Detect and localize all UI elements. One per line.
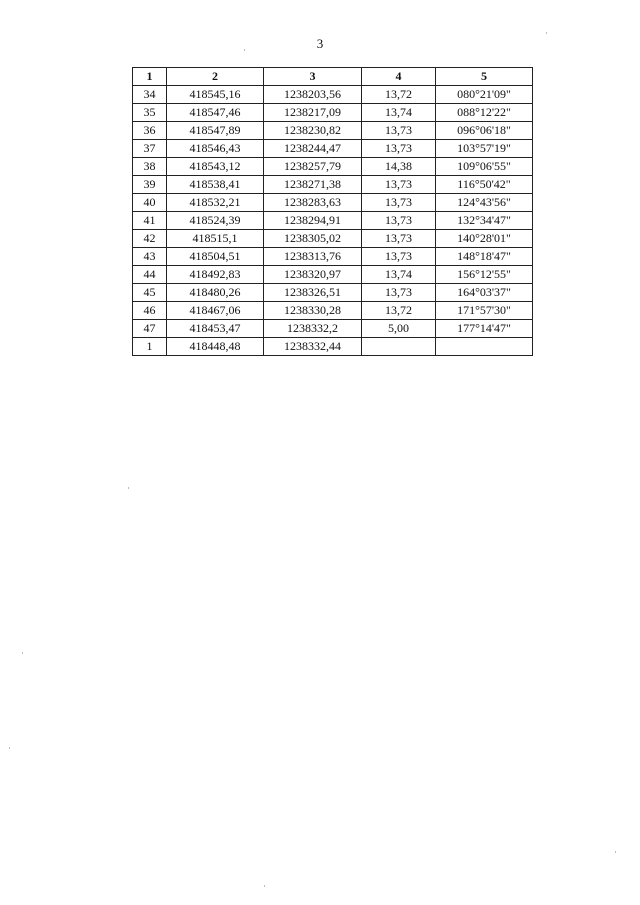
angle-cell: 103°57'19" — [436, 140, 533, 158]
distance-cell — [362, 338, 436, 356]
table-row — [133, 230, 533, 248]
x-coordinate-cell: 418546,43 — [167, 140, 264, 158]
point-number-cell: 42 — [133, 230, 167, 248]
table-row — [133, 284, 533, 302]
angle-cell: 148°18'47" — [436, 248, 533, 266]
angle-cell: 096°06'18" — [436, 122, 533, 140]
y-coordinate-cell: 1238283,63 — [264, 194, 362, 212]
table-row — [133, 122, 533, 140]
table-row — [133, 104, 533, 122]
y-coordinate-cell: 1238203,56 — [264, 86, 362, 104]
angle-cell: 116°50'42" — [436, 176, 533, 194]
point-number-cell: 35 — [133, 104, 167, 122]
x-coordinate-cell: 418547,46 — [167, 104, 264, 122]
point-number-cell: 34 — [133, 86, 167, 104]
table-row — [133, 176, 533, 194]
angle-cell: 124°43'56" — [436, 194, 533, 212]
y-coordinate-cell: 1238244,47 — [264, 140, 362, 158]
distance-cell: 13,73 — [362, 284, 436, 302]
coordinates-table — [132, 67, 533, 356]
y-coordinate-cell: 1238326,51 — [264, 284, 362, 302]
point-number-cell: 47 — [133, 320, 167, 338]
point-number-cell: 1 — [133, 338, 167, 356]
distance-cell: 13,73 — [362, 140, 436, 158]
point-number-cell: 46 — [133, 302, 167, 320]
x-coordinate-cell: 418547,89 — [167, 122, 264, 140]
angle-cell: 171°57'30" — [436, 302, 533, 320]
distance-cell: 13,73 — [362, 194, 436, 212]
x-coordinate-cell: 418545,16 — [167, 86, 264, 104]
distance-cell: 13,73 — [362, 248, 436, 266]
y-coordinate-cell: 1238330,28 — [264, 302, 362, 320]
point-number-cell: 36 — [133, 122, 167, 140]
angle-cell: 132°34'47" — [436, 212, 533, 230]
y-coordinate-cell: 1238257,79 — [264, 158, 362, 176]
table-row — [133, 86, 533, 104]
column-header: 4 — [362, 68, 436, 86]
table-row — [133, 140, 533, 158]
table-row — [133, 320, 533, 338]
distance-cell: 14,38 — [362, 158, 436, 176]
y-coordinate-cell: 1238332,44 — [264, 338, 362, 356]
y-coordinate-cell: 1238313,76 — [264, 248, 362, 266]
x-coordinate-cell: 418492,83 — [167, 266, 264, 284]
column-header: 1 — [133, 68, 167, 86]
y-coordinate-cell: 1238320,97 — [264, 266, 362, 284]
scan-speck — [546, 32, 547, 34]
distance-cell: 13,73 — [362, 212, 436, 230]
table-row — [133, 194, 533, 212]
point-number-cell: 45 — [133, 284, 167, 302]
angle-cell: 140°28'01" — [436, 230, 533, 248]
y-coordinate-cell: 1238294,91 — [264, 212, 362, 230]
x-coordinate-cell: 418467,06 — [167, 302, 264, 320]
point-number-cell: 37 — [133, 140, 167, 158]
y-coordinate-cell: 1238271,38 — [264, 176, 362, 194]
x-coordinate-cell: 418448,48 — [167, 338, 264, 356]
scan-speck — [22, 652, 23, 654]
table-row — [133, 338, 533, 356]
table-row — [133, 266, 533, 284]
table-row — [133, 212, 533, 230]
distance-cell: 13,72 — [362, 86, 436, 104]
angle-cell: 164°03'37" — [436, 284, 533, 302]
point-number-cell: 39 — [133, 176, 167, 194]
scan-speck — [9, 747, 10, 749]
x-coordinate-cell: 418480,26 — [167, 284, 264, 302]
angle-cell: 156°12'55" — [436, 266, 533, 284]
distance-cell: 13,72 — [362, 302, 436, 320]
distance-cell: 13,74 — [362, 266, 436, 284]
angle-cell: 109°06'55" — [436, 158, 533, 176]
scan-speck — [128, 487, 129, 489]
point-number-cell: 44 — [133, 266, 167, 284]
y-coordinate-cell: 1238230,82 — [264, 122, 362, 140]
point-number-cell: 38 — [133, 158, 167, 176]
angle-cell: 088°12'22" — [436, 104, 533, 122]
x-coordinate-cell: 418524,39 — [167, 212, 264, 230]
column-header: 5 — [436, 68, 533, 86]
scan-speck — [615, 851, 616, 853]
table-row — [133, 248, 533, 266]
table-row — [133, 302, 533, 320]
scan-speck — [264, 885, 265, 887]
scan-speck — [244, 49, 245, 51]
y-coordinate-cell: 1238305,02 — [264, 230, 362, 248]
point-number-cell: 41 — [133, 212, 167, 230]
x-coordinate-cell: 418515,1 — [167, 230, 264, 248]
page-number: 3 — [316, 36, 324, 51]
column-header: 3 — [264, 68, 362, 86]
x-coordinate-cell: 418538,41 — [167, 176, 264, 194]
angle-cell: 177°14'47" — [436, 320, 533, 338]
distance-cell: 13,74 — [362, 104, 436, 122]
table-row — [133, 158, 533, 176]
distance-cell: 13,73 — [362, 230, 436, 248]
table-header-row — [133, 68, 533, 86]
distance-cell: 13,73 — [362, 176, 436, 194]
point-number-cell: 43 — [133, 248, 167, 266]
y-coordinate-cell: 1238217,09 — [264, 104, 362, 122]
angle-cell: 080°21'09" — [436, 86, 533, 104]
point-number-cell: 40 — [133, 194, 167, 212]
y-coordinate-cell: 1238332,2 — [264, 320, 362, 338]
angle-cell — [436, 338, 533, 356]
x-coordinate-cell: 418543,12 — [167, 158, 264, 176]
x-coordinate-cell: 418504,51 — [167, 248, 264, 266]
column-header: 2 — [167, 68, 264, 86]
x-coordinate-cell: 418453,47 — [167, 320, 264, 338]
x-coordinate-cell: 418532,21 — [167, 194, 264, 212]
distance-cell: 13,73 — [362, 122, 436, 140]
distance-cell: 5,00 — [362, 320, 436, 338]
